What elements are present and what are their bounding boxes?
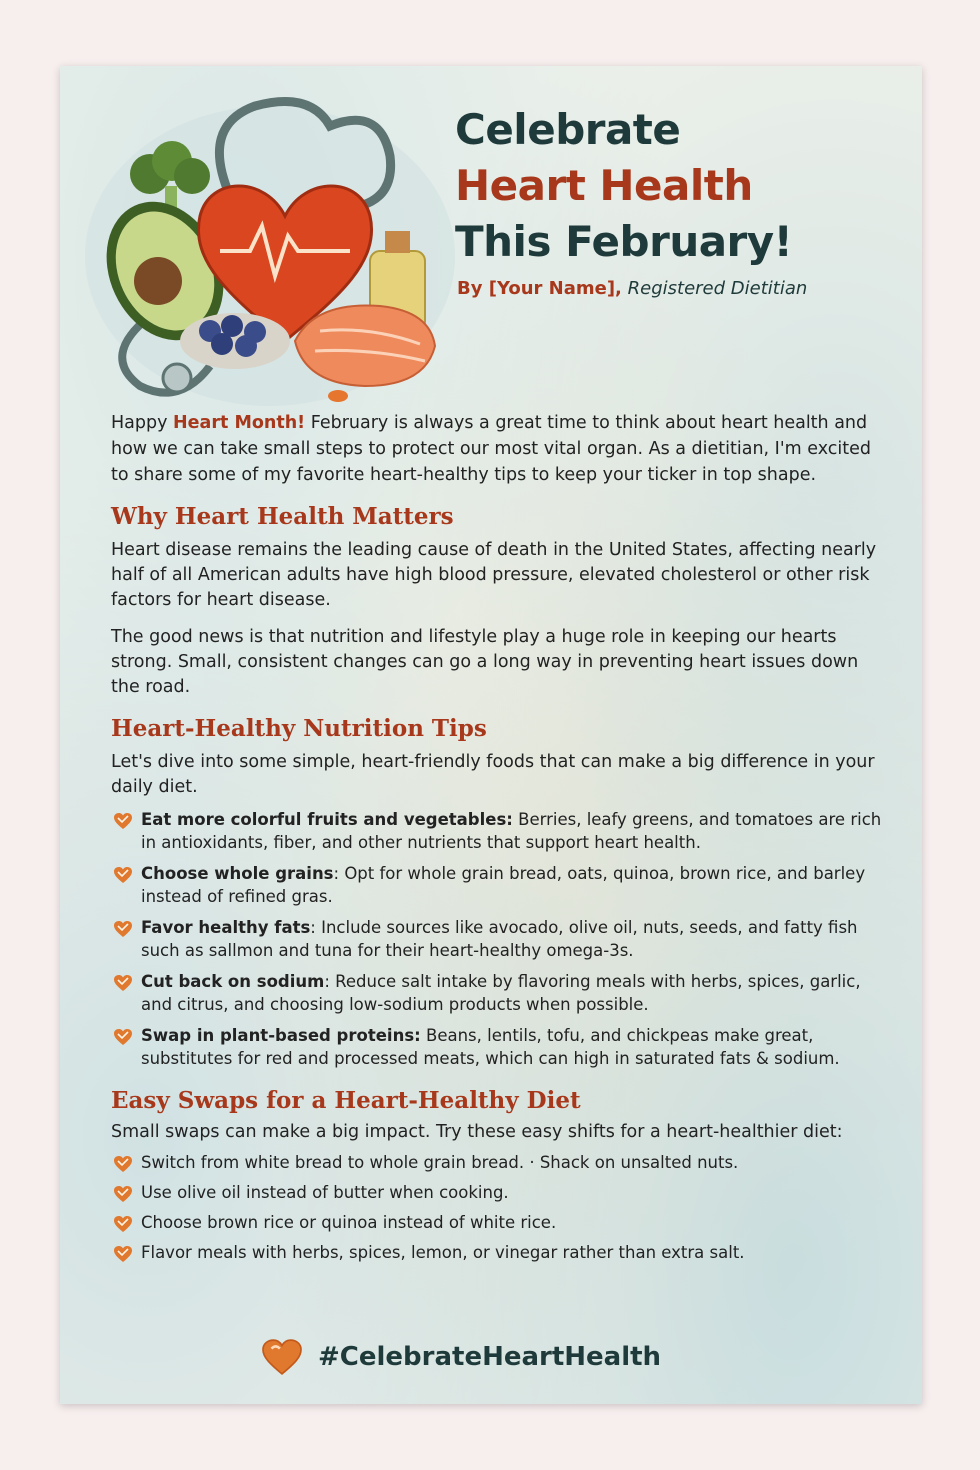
section1-para2: The good news is that nutrition and lifestyle play a huge role in keeping our hearts strong. Small, consistent changes can go a long way in preventing heart issues down the road. (111, 627, 859, 697)
tip-text: : Opt for whole grain bread, oats, quinoa, brown rice, and barley instead of refined gras. (141, 864, 866, 906)
hashtag-row (260, 1338, 661, 1376)
swap-item (111, 1151, 891, 1174)
title-line-2: Heart Health (455, 161, 753, 210)
swap-text: Switch from white bread to whole grain bread. · Shack on unsalted nuts. (141, 1153, 739, 1172)
swap-item (111, 1211, 891, 1234)
swap-item (111, 1241, 891, 1264)
swap-text: Use olive oil instead of butter when cooking. (141, 1183, 509, 1202)
tip-item (111, 862, 891, 908)
section2-intro: Let's dive into some simple, heart-friendly foods that can make a big difference in your daily diet. (111, 752, 875, 797)
flyer-card (60, 66, 922, 1404)
intro-lead: Happy (111, 413, 174, 433)
tip-bold: Eat more colorful fruits and vegetables: (141, 810, 513, 829)
swap-text: Choose brown rice or quinoa instead of white rice. (141, 1213, 557, 1232)
intro-paragraph (111, 410, 891, 488)
tip-item (111, 1024, 891, 1070)
heart-bullet-icon (113, 974, 133, 992)
tip-text: Beans, lentils, tofu, and chickpeas make great, substitutes for red and processed meats, which can high in saturated fats & sodium. (141, 1026, 840, 1068)
article-body (111, 410, 891, 1264)
heart-bullet-icon (113, 1215, 133, 1233)
tip-bold: Swap in plant-based proteins: (141, 1026, 421, 1045)
section1-para1: Heart disease remains the leading cause of death in the United States, affecting nearly half of all American adults have high blood pressure, elevated cholesterol or other risk factors for heart disease. (111, 540, 877, 610)
tip-text: Berries, leafy greens, and tomatoes are rich in antioxidants, fiber, and other nutrients that support heart health. (141, 810, 882, 852)
title-line-1: Celebrate (455, 105, 681, 154)
tip-text: : Include sources like avocado, olive oil, nuts, seeds, and fatty fish such as sallmon and tuna for their heart-healthy omega-3s. (141, 918, 858, 960)
heart-bullet-icon (113, 920, 133, 938)
heart-bullet-icon (113, 1245, 133, 1263)
byline-name: By [Your Name], (457, 278, 622, 299)
byline-role: Registered Dietitian (627, 278, 808, 299)
swap-text: Flavor meals with herbs, spices, lemon, or vinegar rather than extra salt. (141, 1243, 745, 1262)
tip-bold: Cut back on sodium (141, 972, 325, 991)
swaps-list (111, 1151, 891, 1264)
tips-list (111, 808, 891, 1070)
heart-bullet-icon (113, 1028, 133, 1046)
tip-bold: Choose whole grains (141, 864, 334, 883)
section3-intro: Small swaps can make a big impact. Try these easy shifts for a heart-healthier diet: (111, 1122, 843, 1142)
byline (457, 278, 807, 299)
tip-item (111, 808, 891, 854)
section-heading-swaps: Easy Swaps for a Heart-Healthy Diet (111, 1087, 581, 1114)
title-line-3: This February! (455, 217, 793, 266)
section-heading-tips: Heart-Healthy Nutrition Tips (111, 715, 487, 742)
section-heading-why: Why Heart Health Matters (111, 503, 454, 530)
heart-bullet-icon (113, 1155, 133, 1173)
heart-health-illustration (80, 86, 470, 416)
heart-bullet-icon (113, 1185, 133, 1203)
tip-text: : Reduce salt intake by flavoring meals with herbs, spices, garlic, and citrus, and choosing low-sodium products when possible. (141, 972, 861, 1014)
intro-highlight: Heart Month! (173, 413, 306, 433)
hashtag: #CelebrateHeartHealth (318, 1342, 662, 1372)
page-title (455, 102, 895, 270)
heart-icon (260, 1338, 304, 1376)
tip-item (111, 916, 891, 962)
intro-rest: February is always a great time to think about heart health and how we can take small steps to protect our most vital organ. As a dietitian, I'm excited to share some of my favorite heart-healthy tips to keep your ticker in top shape. (111, 413, 871, 485)
heart-bullet-icon (113, 866, 133, 884)
heart-bullet-icon (113, 812, 133, 830)
swap-item (111, 1181, 891, 1204)
tip-item (111, 970, 891, 1016)
tip-bold: Favor healthy fats (141, 918, 311, 937)
